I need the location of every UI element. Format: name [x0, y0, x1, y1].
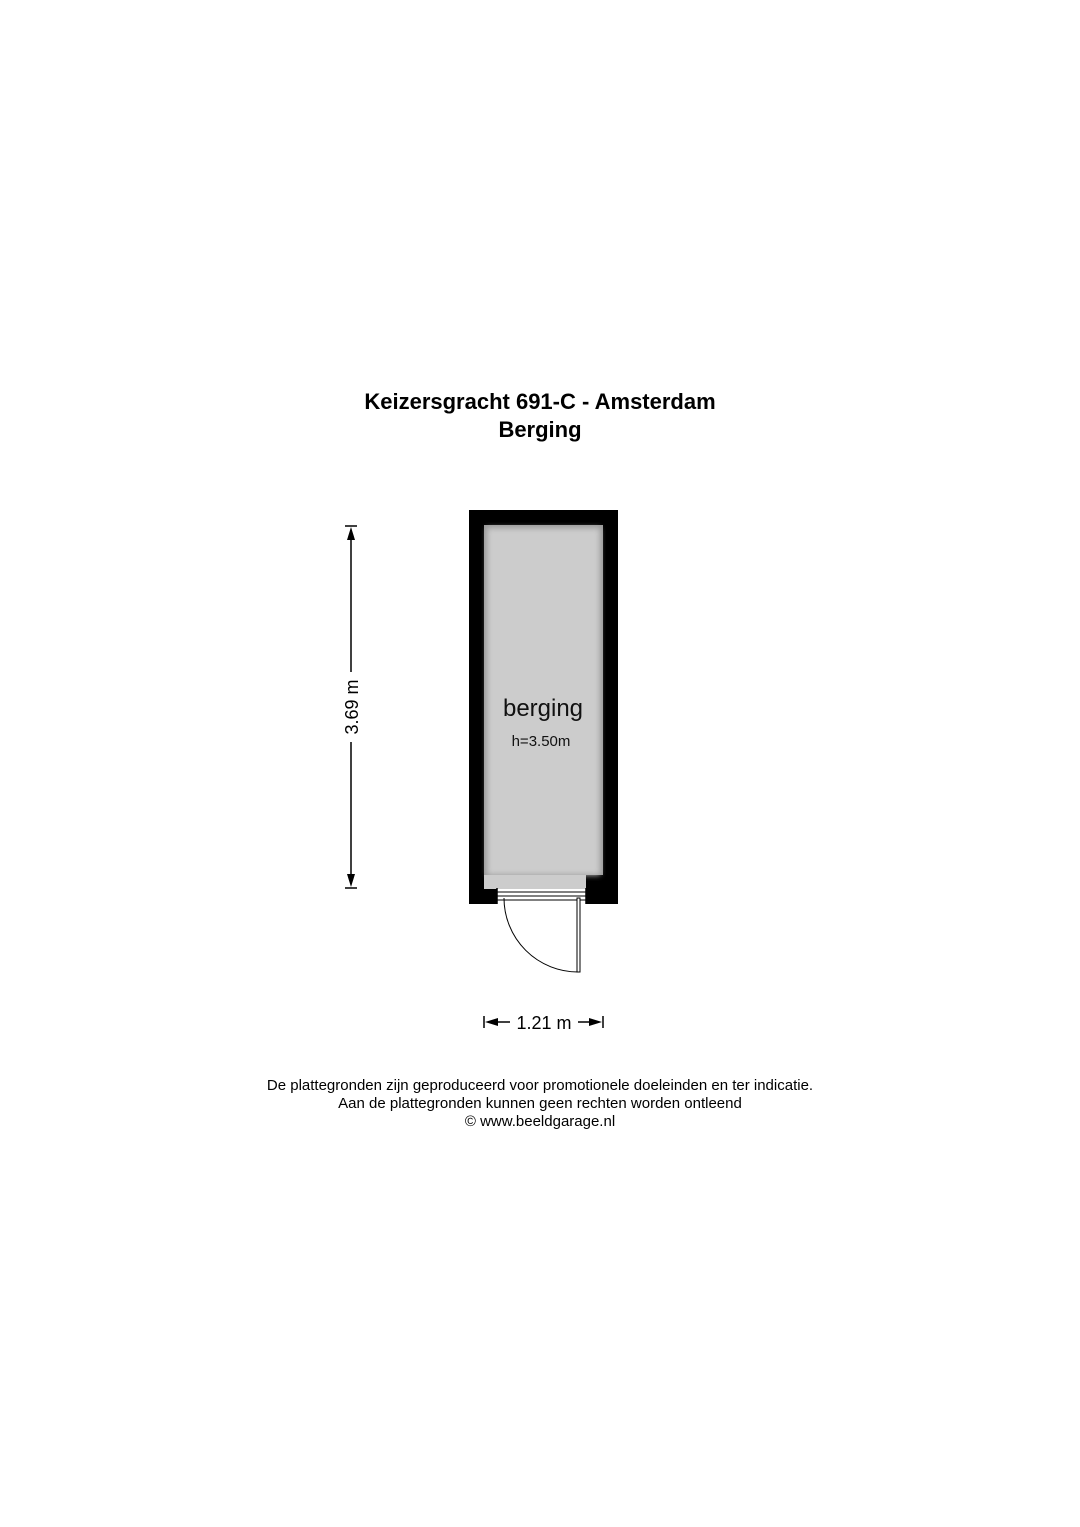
room-height: h=3.50m	[511, 733, 571, 750]
room-name: berging	[502, 695, 584, 722]
floor-nook-left	[484, 875, 497, 889]
page-subtitle: Berging	[498, 417, 582, 442]
door-leaf	[577, 898, 580, 972]
width-dimension	[484, 1013, 603, 1033]
door-swing-icon	[504, 898, 580, 972]
depth-label: 3.69 m	[342, 679, 362, 735]
page-title: Keizersgracht 691-C - Amsterdam	[364, 389, 716, 414]
disclaimer-line: De plattegronden zijn geproduceerd voor promotionele doeleinden en ter indicatie.	[266, 1077, 814, 1094]
width-label: 1.21 m	[516, 1013, 572, 1033]
door-opening	[497, 889, 586, 905]
disclaimer	[0, 1077, 1080, 1131]
floor-nook	[497, 875, 586, 889]
door-arc	[504, 898, 578, 972]
depth-dimension	[342, 526, 362, 888]
disclaimer-line: Aan de plattegronden kunnen geen rechten worden ontleend	[338, 1095, 742, 1112]
copyright-line: © www.beeldgarage.nl	[464, 1113, 616, 1130]
